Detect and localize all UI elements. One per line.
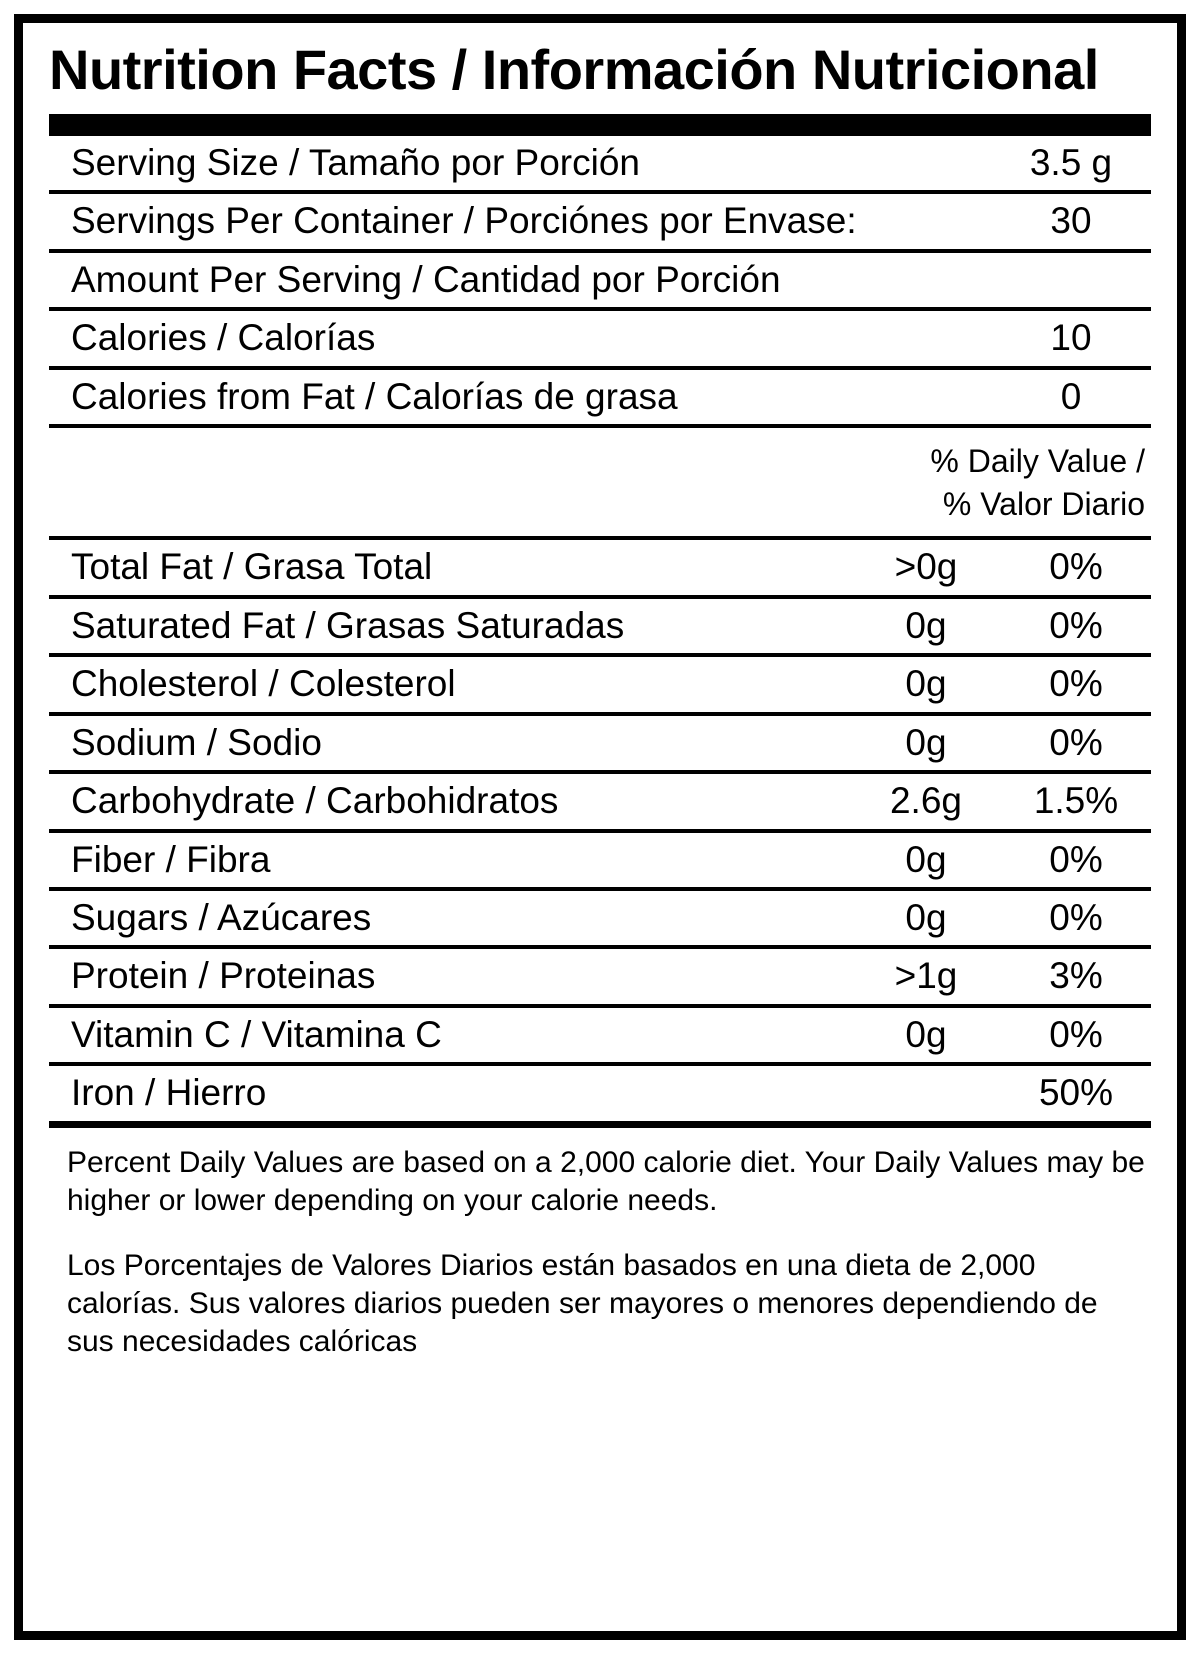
table-row [49,1066,1151,1120]
nutrient-dv: 1.5% [1033,780,1119,822]
nutrient-amount: >1g [894,955,958,997]
daily-value-header [49,428,1151,536]
nutrient-amount: 0g [905,721,947,763]
nutrient-name: Fiber / Fibra [71,838,271,880]
nutrient-name: Iron / Hierro [71,1072,267,1114]
calories-value: 10 [1050,317,1092,359]
nutrient-amount: >0g [894,546,958,588]
nutrient-amount: 2.6g [889,780,962,822]
calories-label: Calories / Calorías [71,317,376,359]
footnote-english: Percent Daily Values are based on a 2,000 calorie diet. Your Daily Values may be higher or lower depending on your calorie needs. [67,1145,1145,1218]
nutrient-dv: 0% [1049,663,1103,705]
servings-per-container-label: Servings Per Container / Porciónes por Envase: [71,200,857,242]
nutrient-dv: 0% [1049,546,1103,588]
nutrient-amount: 0g [905,663,947,705]
calories-from-fat-label: Calories from Fat / Calorías de grasa [71,375,678,417]
nutrient-dv: 0% [1049,838,1103,880]
nutrient-name: Cholesterol / Colesterol [71,663,456,705]
servings-per-container-value: 30 [1050,200,1092,242]
calories-from-fat-row [49,370,1151,424]
nutrient-dv: 3% [1049,955,1103,997]
daily-value-header-line-1: % Daily Value / [930,442,1145,479]
nutrient-name: Vitamin C / Vitamina C [71,1013,442,1055]
title-divider [49,114,1151,136]
servings-per-container-row [49,194,1151,248]
calories-row [49,311,1151,365]
table-row [49,716,1151,770]
serving-size-row [49,136,1151,190]
amount-per-serving-label: Amount Per Serving / Cantidad por Porción [71,258,781,300]
nutrient-name: Sodium / Sodio [71,721,322,763]
footnotes [49,1128,1151,1362]
nutrient-amount: 0g [905,604,947,646]
calories-from-fat-value: 0 [1060,375,1082,417]
nutrient-dv: 0% [1049,1013,1103,1055]
nutrient-name: Protein / Proteinas [71,955,376,997]
table-row [49,774,1151,828]
daily-value-header-line-2: % Valor Diario [942,486,1145,523]
nutrient-dv: 50% [1038,1072,1114,1114]
footnote-divider [49,1121,1151,1128]
table-row [49,540,1151,594]
nutrient-amount: 0g [905,896,947,938]
page-title: Nutrition Facts / Información Nutricional [49,38,1099,101]
table-row [49,833,1151,887]
nutrient-amount: 0g [905,1013,947,1055]
serving-size-value: 3.5 g [1029,141,1113,183]
nutrient-dv: 0% [1049,896,1103,938]
table-row [49,599,1151,653]
nutrient-name: Sugars / Azúcares [71,896,372,938]
table-row [49,949,1151,1003]
table-row [49,1008,1151,1062]
table-row [49,891,1151,945]
nutrient-dv: 0% [1049,604,1103,646]
table-row [49,657,1151,711]
footnote-spanish: Los Porcentajes de Valores Diarios están basados en una dieta de 2,000 calorías. Sus valores diarios pueden ser mayores o menores dependiendo de sus necesidades calóricas [67,1248,1098,1359]
nutrient-amount: 0g [905,838,947,880]
amount-per-serving-row [49,253,1151,307]
nutrient-name: Saturated Fat / Grasas Saturadas [71,604,625,646]
serving-size-label: Serving Size / Tamaño por Porción [71,141,641,183]
bottom-spacer [49,1362,1151,1631]
nutrient-dv: 0% [1049,721,1103,763]
nutrition-label-frame [14,14,1186,1640]
nutrient-name: Total Fat / Grasa Total [71,546,433,588]
daily-value-header-text [930,440,1151,526]
nutrient-name: Carbohydrate / Carbohidratos [71,780,559,822]
